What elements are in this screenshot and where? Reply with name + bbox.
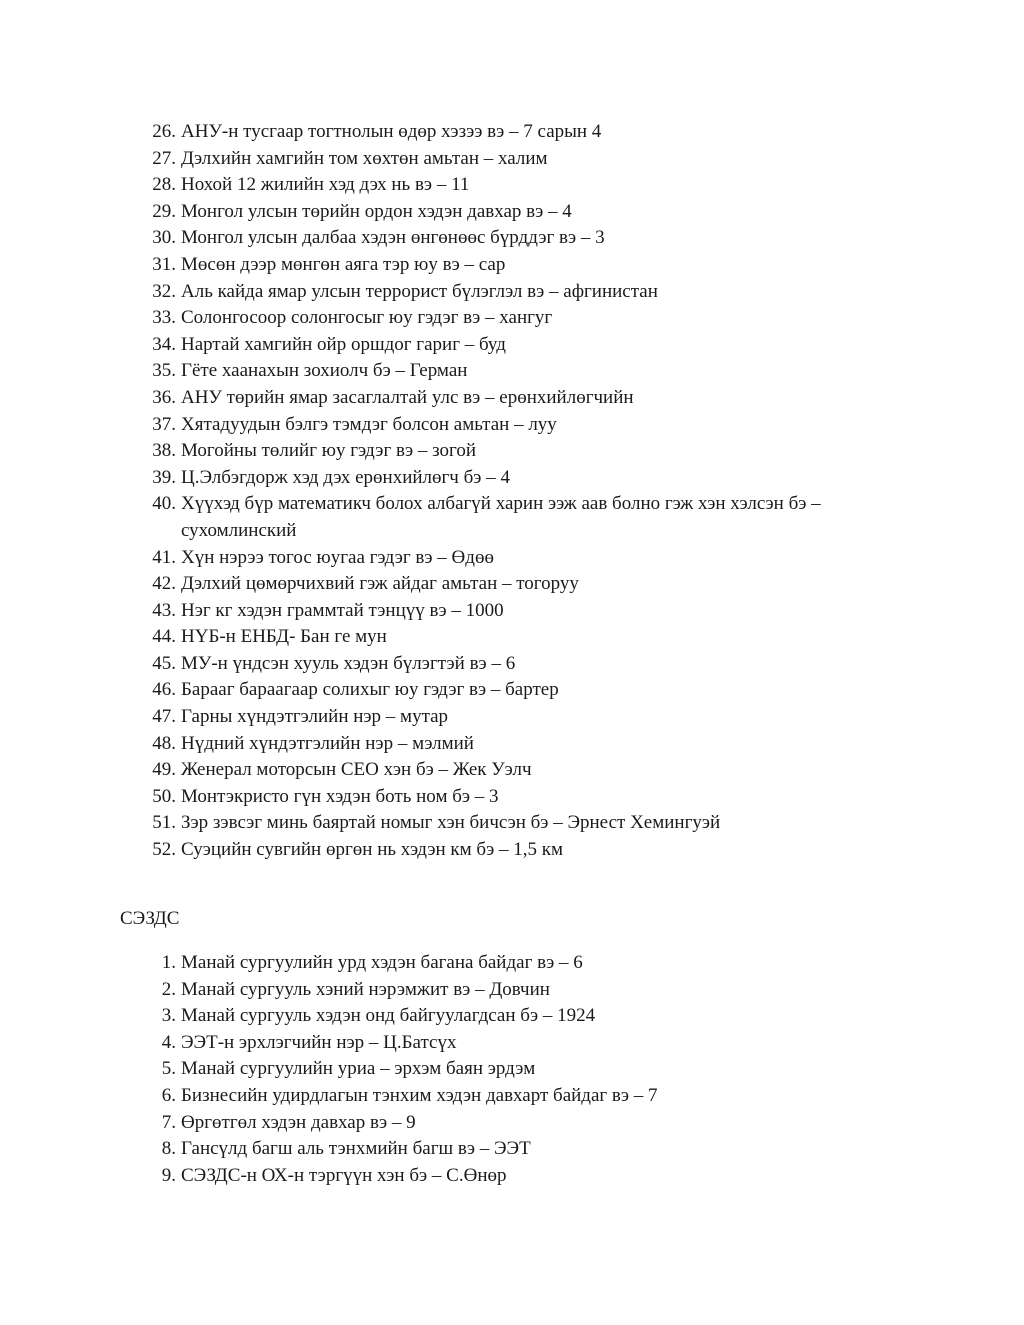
item-text: МУ-н үндсэн хууль хэдэн бүлэгтэй вэ – 6 [181, 652, 516, 674]
item-text: Монгол улсын төрийн ордон хэдэн давхар вэ – 4 [181, 200, 572, 222]
list-item [0, 571, 1024, 598]
item-text: Суэцийн сувгийн өргөн нь хэдэн км бэ – 1,5 км [181, 839, 563, 861]
item-text: Хүн нэрээ тогос юугаа гэдэг вэ – Өдөө [181, 546, 494, 568]
item-text: Монтэкристо гүн хэдэн боть ном бэ – 3 [181, 785, 499, 807]
list-item [0, 146, 1024, 173]
item-number: 7. [161, 1111, 176, 1133]
list-item [0, 784, 1024, 811]
item-number: 36. [152, 386, 176, 408]
list-item [0, 438, 1024, 465]
item-number: 37. [152, 413, 176, 435]
list-item [0, 810, 1024, 837]
item-text: Гансүлд багш аль тэнхмийн багш вэ – ЭЭТ [181, 1138, 531, 1160]
item-text: Өргөтгөл хэдэн давхар вэ – 9 [181, 1111, 416, 1133]
item-number: 52. [152, 839, 176, 861]
list-item [0, 598, 1024, 625]
list-item [0, 1030, 1024, 1057]
item-number: 27. [152, 147, 176, 169]
item-text: Могойны төлийг юу гэдэг вэ – зогой [181, 440, 477, 462]
list-item [0, 491, 1024, 544]
item-text: Нүдний хүндэтгэлийн нэр – мэлмий [181, 732, 474, 754]
item-number: 31. [152, 253, 176, 275]
item-number: 43. [152, 599, 176, 621]
list-item [0, 1083, 1024, 1110]
item-number: 4. [161, 1031, 176, 1053]
list-item [0, 252, 1024, 279]
item-number: 26. [152, 121, 176, 142]
list-item [0, 172, 1024, 199]
item-number: 34. [152, 333, 176, 355]
item-text: АНУ төрийн ямар засаглалтай улс вэ – ерөнхийлөгчийн [181, 386, 634, 408]
list-item [0, 1163, 1024, 1190]
list-item [0, 465, 1024, 492]
item-number: 5. [161, 1058, 176, 1080]
list-item [0, 385, 1024, 412]
item-number: 46. [152, 679, 176, 701]
list-item [0, 1136, 1024, 1163]
list-item [0, 119, 1024, 146]
list-item [0, 199, 1024, 226]
item-text: Гарны хүндэтгэлийн нэр – мутар [181, 706, 449, 728]
list-item [0, 1110, 1024, 1137]
item-number: 2. [161, 978, 176, 1000]
item-text: Манай сургуулийн урд хэдэн багана байдаг вэ – 6 [181, 952, 583, 973]
item-text: Солонгосоор солонгосыг юу гэдэг вэ – хангуг [181, 307, 553, 329]
item-text: Манай сургуулийн уриа – эрхэм баян эрдэм [181, 1058, 536, 1080]
list-item [0, 704, 1024, 731]
item-text: Нартай хамгийн ойр оршдог гариг – буд [181, 333, 506, 355]
list-item [0, 225, 1024, 252]
item-text: Монгол улсын далбаа хэдэн өнгөнөөс бүрддэг вэ – 3 [181, 227, 605, 249]
quiz-list-school [0, 950, 1024, 1189]
item-number: 51. [152, 812, 176, 834]
item-number: 48. [152, 732, 176, 754]
item-number: 29. [152, 200, 176, 222]
list-item [0, 412, 1024, 439]
list-item [0, 950, 1024, 977]
item-text: Мөсөн дээр мөнгөн аяга тэр юу вэ – сар [181, 253, 506, 275]
item-text: Аль кайда ямар улсын террорист бүлэглэл вэ – афгинистан [181, 280, 658, 302]
item-text: Хятадуудын бэлгэ тэмдэг болсон амьтан – луу [181, 413, 557, 435]
item-text: Дэлхий цөмөрчихвий гэж айдаг амьтан – тогоруу [181, 573, 579, 595]
item-number: 32. [152, 280, 176, 302]
item-text: СЭЗДС-н ОХ-н тэргүүн хэн бэ – С.Өнөр [181, 1164, 507, 1186]
item-text: Манай сургууль хэдэн онд байгуулагдсан бэ – 1924 [181, 1005, 596, 1027]
item-number: 44. [152, 626, 176, 648]
item-number: 41. [152, 546, 176, 568]
item-text: НҮБ-н ЕНБД- Бан ге мун [181, 626, 387, 648]
list-item [0, 624, 1024, 651]
item-number: 50. [152, 785, 176, 807]
item-text: Хүүхэд бүр математикч болох албагүй харин ээж аав болно гэж хэн хэлсэн бэ – сухомлинский [181, 493, 821, 541]
item-text: Зэр зэвсэг минь баяртай номыг хэн бичсэн бэ – Эрнест Хемингуэй [181, 812, 721, 834]
item-text: Нохой 12 жилийн хэд дэх нь вэ – 11 [181, 174, 470, 196]
item-number: 6. [161, 1084, 176, 1106]
list-item [0, 332, 1024, 359]
list-item [0, 977, 1024, 1004]
item-text: Женерал моторсын CEO хэн бэ – Жек Уэлч [181, 759, 532, 781]
quiz-list-general [0, 119, 1024, 864]
item-number: 35. [152, 360, 176, 382]
item-number: 9. [161, 1164, 176, 1186]
item-number: 1. [161, 952, 176, 973]
list-item [0, 545, 1024, 572]
item-text: АНУ-н тусгаар тогтнолын өдөр хэзээ вэ – 7 сарын 4 [181, 121, 602, 142]
item-number: 40. [152, 493, 176, 515]
item-text: Гёте хаанахын зохиолч бэ – Герман [181, 360, 468, 382]
item-number: 8. [161, 1138, 176, 1160]
list-item [0, 1056, 1024, 1083]
list-item [0, 731, 1024, 758]
item-number: 30. [152, 227, 176, 249]
item-number: 3. [161, 1005, 176, 1027]
item-number: 47. [152, 706, 176, 728]
list-item [0, 651, 1024, 678]
list-item [0, 305, 1024, 332]
item-text: Барааг бараагаар солихыг юу гэдэг вэ – бартер [181, 679, 559, 701]
item-number: 42. [152, 573, 176, 595]
list-item [0, 358, 1024, 385]
list-item [0, 677, 1024, 704]
item-number: 39. [152, 466, 176, 488]
list-item [0, 837, 1024, 864]
item-number: 38. [152, 440, 176, 462]
list-item [0, 757, 1024, 784]
item-text: Ц.Элбэгдорж хэд дэх ерөнхийлөгч бэ – 4 [181, 466, 510, 488]
item-number: 28. [152, 174, 176, 196]
item-text: Бизнесийн удирдлагын тэнхим хэдэн давхарт байдаг вэ – 7 [181, 1084, 658, 1106]
item-text: ЭЭТ-н эрхлэгчийн нэр – Ц.Батсүх [181, 1031, 457, 1053]
item-number: 45. [152, 652, 176, 674]
item-number: 49. [152, 759, 176, 781]
item-text: Дэлхийн хамгийн том хөхтөн амьтан – халим [181, 147, 548, 169]
item-text: Нэг кг хэдэн граммтай тэнцүү вэ – 1000 [181, 599, 504, 621]
list-item [0, 279, 1024, 306]
item-text: Манай сургууль хэний нэрэмжит вэ – Довчин [181, 978, 550, 1000]
list-item [0, 1003, 1024, 1030]
section-heading: СЭЗДС [120, 908, 180, 929]
item-number: 33. [152, 307, 176, 329]
